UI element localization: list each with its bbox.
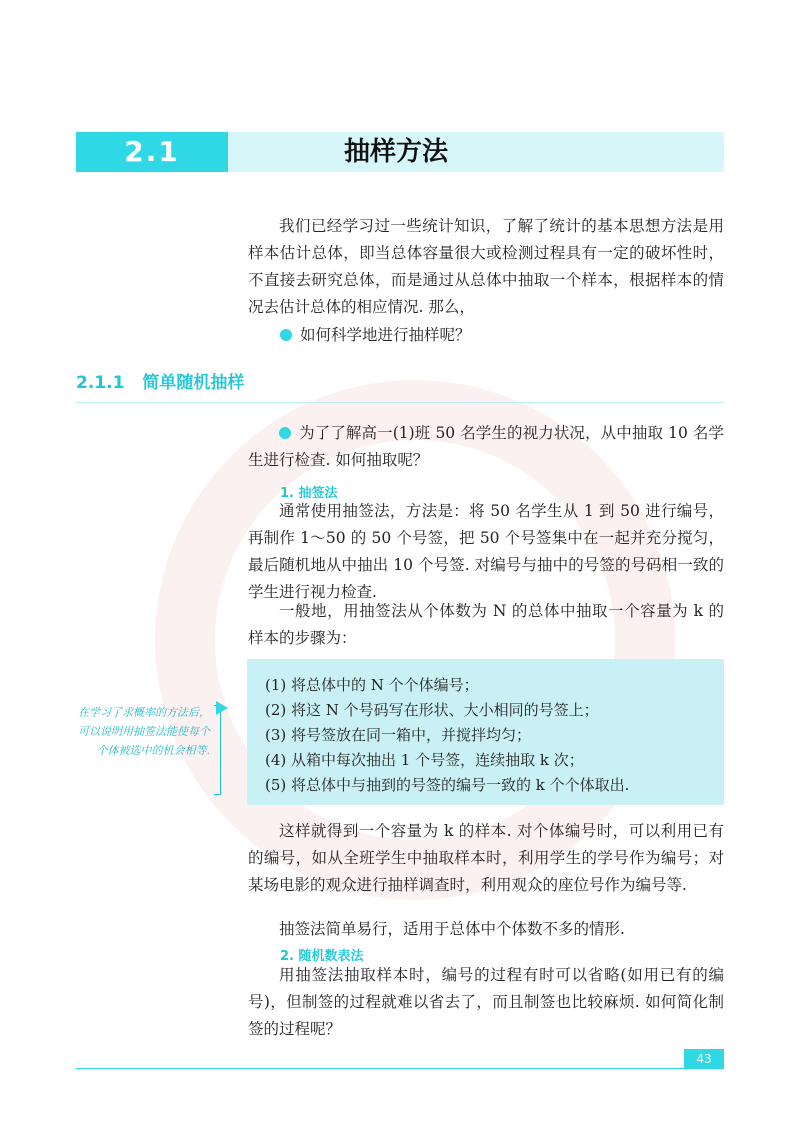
problem-text: 为了了解高一(1)班 50 名学生的视力状况，从中抽取 10 名学生进行检查. 如何抽取呢？ xyxy=(248,424,724,469)
steps-list xyxy=(247,659,724,798)
bullet-icon xyxy=(279,427,291,439)
subsection-header xyxy=(76,368,724,403)
section-title: 抽样方法 xyxy=(344,137,449,167)
method2-paragraph: 用抽签法抽取样本时，编号的过程有时可以省略(如用已有的编号)，但制签的过程就难以省去了，而且制签也比较麻烦. 如何简化制签的过程呢？ xyxy=(248,966,724,1038)
method1-paragraph-1: 通常使用抽签法，方法是：将 50 名学生从 1 到 50 进行编号，再制作 1～50 的 50 个号签，把 50 个号签集中在一起并充分搅匀，最后随机地从中抽出 10 个号签. 对编号与抽中的号签的号码相一致的学生进行视力检查. xyxy=(248,502,724,601)
method1-paragraph-2: 一般地，用抽签法从个体数为 N 的总体中抽取一个容量为 k 的样本的步骤为： xyxy=(248,602,724,647)
method2-heading: 2. 随机数表法 xyxy=(280,949,364,964)
step-item: (2) 将这 N 个号码写在形状、大小相同的号签上； xyxy=(265,701,599,719)
intro-question-text: 如何科学地进行抽样呢？ xyxy=(300,326,471,344)
triangle-pointer-icon xyxy=(216,701,228,715)
subsection-number: 2.1.1 xyxy=(76,373,125,393)
after-steps-paragraph-2: 抽签法简单易行，适用于总体中个体数不多的情形. xyxy=(279,920,625,938)
bullet-icon xyxy=(280,329,292,341)
after-steps-paragraph-1: 这样就得到一个容量为 k 的样本. 对个体编号时，可以利用已有的编号，如从全班学生中抽取样本时，利用学生的学号作为编号；对某场电影的观众进行抽样调查时，利用观众的座位号作为编号等. xyxy=(248,822,724,894)
footer-rule xyxy=(76,1068,724,1069)
section-number: 2.1 xyxy=(76,132,228,172)
method1-heading: 1. 抽签法 xyxy=(280,486,338,501)
steps-box xyxy=(247,659,724,805)
intro-paragraph: 我们已经学习过一些统计知识，了解了统计的基本思想方法是用样本估计总体，即当总体容量很大或检测过程具有一定的破坏性时，不直接去研究总体，而是通过从总体中抽取一个样本，根据样本的情况去估计总体的相应情况. 那么， xyxy=(248,217,724,316)
problem-paragraph xyxy=(248,420,724,474)
side-note: 在学习了求概率的方法后，可以说明用抽签法能使每个个体被选中的机会相等. xyxy=(78,706,210,757)
step-item: (1) 将总体中的 N 个个体编号； xyxy=(265,676,479,694)
page-number: 43 xyxy=(684,1049,724,1069)
step-item: (3) 将号签放在同一箱中，并搅拌均匀； xyxy=(265,726,532,744)
step-item: (5) 将总体中与抽到的号签的编号一致的 k 个个体取出. xyxy=(265,776,630,794)
step-item: (4) 从箱中每次抽出 1 个号签，连续抽取 k 次； xyxy=(265,751,584,769)
subsection-title: 简单随机抽样 xyxy=(142,373,245,393)
section-title-bar xyxy=(228,132,724,172)
intro-question xyxy=(280,322,720,349)
section-header xyxy=(76,132,724,172)
note-bracket xyxy=(214,705,221,795)
